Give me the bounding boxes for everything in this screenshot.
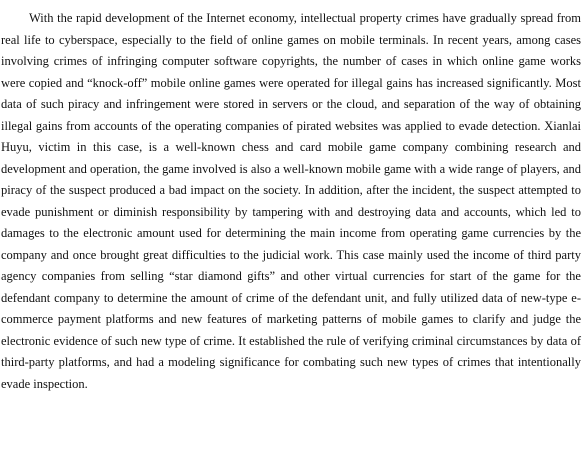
- body-paragraph: With the rapid development of the Internet economy, intellectual property crimes have gradually spread from real life to cyberspace, especially to the field of online games on mobile terminals. In recent years, among cases involving crimes of infringing computer software copyrights, the number of cases in which online game works were copied and “knock-off” mobile online games were operated for illegal gains has increased significantly. Most data of such piracy and infringement were stored in servers or the cloud, and separation of the way of obtaining illegal gains from accounts of the operating companies of pirated websites was applied to evade detection. Xianlai Huyu, victim in this case, is a well-known chess and card mobile game company combining research and development and operation, the game involved is also a well-known mobile game with a wide range of players, and piracy of the suspect produced a bad impact on the society. In addition, after the incident, the suspect attempted to evade punishment or diminish responsibility by tampering with and destroying data and accounts, which led to damages to the electronic amount used for determining the main income from operating game currencies by the company and once brought great difficulties to the judicial work. This case mainly used the income of third party agency companies from selling “star diamond gifts” and other virtual currencies for start of the game for the defendant company to determine the amount of crime of the defendant unit, and fully utilized data of new-type e-commerce payment platforms and new features of marketing patterns of mobile games to clarify and judge the electronic evidence of such new type of crime. It established the rule of verifying criminal circumstances by data of third-party platforms, and had a modeling significance for combating such new types of crimes that intentionally evade inspection.: [1, 11, 581, 391]
